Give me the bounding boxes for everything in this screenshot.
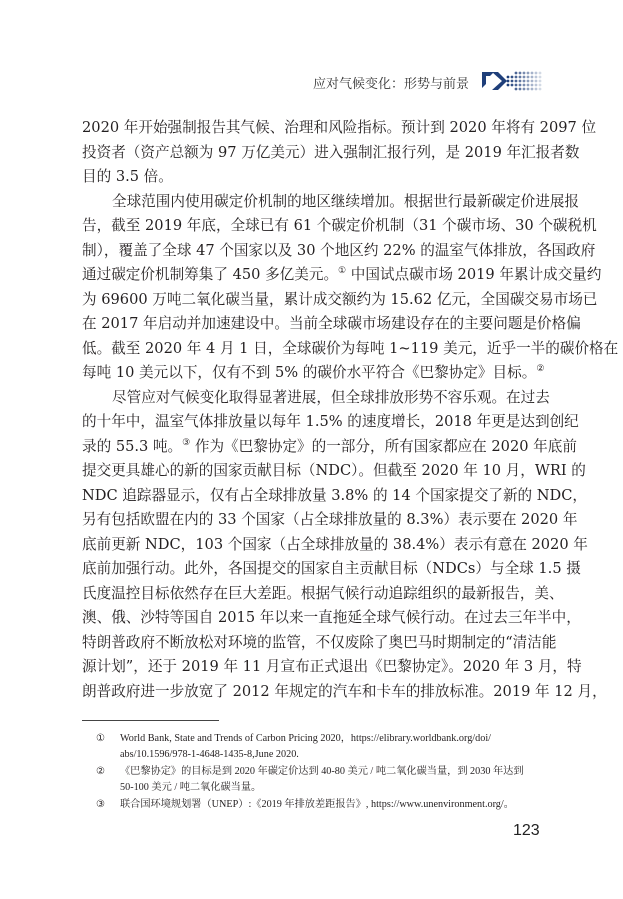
logo-dot bbox=[527, 88, 530, 91]
logo-dot bbox=[523, 72, 526, 75]
body-line bbox=[82, 533, 588, 558]
body-line bbox=[82, 484, 588, 509]
logo-dot bbox=[511, 84, 514, 87]
logo-dot bbox=[519, 80, 522, 83]
footnote-reference[interactable]: ① bbox=[338, 266, 347, 276]
footnote bbox=[96, 731, 542, 764]
logo-dot bbox=[539, 80, 542, 83]
logo-dot bbox=[511, 76, 514, 79]
logo-dot bbox=[531, 84, 534, 87]
footnote-reference[interactable]: ③ bbox=[182, 437, 191, 448]
footnote-text: 50-100 美元 / 吨二氧化碳当量。 bbox=[120, 782, 262, 794]
body-line bbox=[82, 337, 619, 362]
logo-dot bbox=[539, 72, 542, 75]
logo-dot bbox=[515, 72, 518, 75]
logo-dot bbox=[507, 76, 510, 79]
logo-dot bbox=[515, 76, 518, 79]
logo-dot bbox=[535, 88, 538, 91]
text-run: 录的 55.3 吨。 bbox=[82, 437, 183, 455]
footnote-text: World Bank, State and Trends of Carbon Pricing 2020，https://elibrary.worldbank.org/doi/ bbox=[120, 733, 491, 744]
body-line bbox=[82, 557, 581, 582]
body-line bbox=[82, 410, 579, 435]
running-header-title: 应对气候变化：形势与前景 bbox=[313, 77, 470, 92]
footnote-mark: ③ bbox=[96, 798, 106, 810]
footnote-text: 《巴黎协定》的目标是到 2020 年碳定价达到 40-80 美元 / 吨二氧化碳当量，到 2030 年达到 bbox=[120, 765, 524, 777]
logo-dot bbox=[535, 76, 538, 79]
body-line bbox=[82, 459, 586, 484]
footnote-mark: ① bbox=[96, 733, 106, 744]
body-line bbox=[82, 312, 581, 337]
logo-dot bbox=[515, 88, 518, 91]
body-line bbox=[82, 288, 598, 313]
footnote bbox=[96, 797, 542, 813]
logo-dot bbox=[539, 76, 542, 79]
logo-dot bbox=[539, 84, 542, 87]
body-line bbox=[82, 239, 596, 264]
footnote-mark: ② bbox=[96, 765, 106, 777]
body-line bbox=[82, 214, 597, 239]
text-run: 2020 年开始强制报告其气候、治理和风险指标。预计到 2020 年将有 2097 位 bbox=[82, 119, 597, 136]
logo-dot bbox=[523, 80, 526, 83]
logo-dot bbox=[539, 88, 542, 91]
text-run: NDC 追踪器显示，仅有占全球排放量 3.8% 的 14 个国家提交了新的 NDC， bbox=[82, 486, 588, 504]
body-text bbox=[82, 116, 619, 704]
body-line bbox=[82, 141, 580, 166]
text-run: 投资者（资产总额为 97 万亿美元）进入强制汇报行列，是 2019 年汇报者数 bbox=[82, 143, 580, 161]
text-run: 告，截至 2019 年底，全球已有 61 个碳定价机制（31 个碳市场、30 个碳税机 bbox=[82, 217, 597, 234]
body-line bbox=[82, 606, 581, 631]
text-run: 目的 3.5 倍。 bbox=[82, 168, 173, 185]
text-run: 底前加强行动。此外，各国提交的国家自主贡献目标（NDCs）与全球 1.5 摄 bbox=[82, 560, 581, 577]
text-run: 每吨 10 美元以下，仅有不到 5% 的碳价水平符合《巴黎协定》目标。 bbox=[82, 364, 537, 381]
logo-dot bbox=[519, 84, 522, 87]
body-line bbox=[82, 435, 577, 460]
logo-dot bbox=[515, 84, 518, 87]
text-run: 特朗普政府不断放松对环境的监管，不仅废除了奥巴马时期制定的“清洁能 bbox=[82, 633, 557, 651]
text-run: 为 69600 万吨二氧化碳当量，累计成交额约为 15.62 亿元，全国碳交易市场已 bbox=[82, 290, 598, 308]
text-run: 制），覆盖了全球 47 个国家以及 30 个地区约 22% 的温室气体排放，各国政府 bbox=[82, 241, 596, 259]
footnote-reference[interactable]: ② bbox=[536, 364, 545, 374]
logo-dot bbox=[527, 72, 530, 75]
footnote bbox=[96, 764, 542, 797]
body-line bbox=[82, 680, 607, 705]
arrow-dots-logo-icon bbox=[480, 68, 542, 94]
logo-dot bbox=[523, 76, 526, 79]
logo-dot bbox=[519, 88, 522, 91]
body-line bbox=[82, 582, 564, 607]
footnote-text: 联合国环境规划署（UNEP）:《2019 年排放差距报告》, https://www.unenvironment.org/。 bbox=[120, 798, 514, 810]
logo-dot bbox=[519, 72, 522, 75]
page-number: 123 bbox=[513, 822, 540, 839]
text-run: 全球范围内使用碳定价机制的地区继续增加。根据世行最新碳定价进展报 bbox=[112, 192, 580, 210]
logo-dot bbox=[531, 88, 534, 91]
logo-dot bbox=[515, 80, 518, 83]
footnote-text: abs/10.1596/978-1-4648-1435-8,June 2020. bbox=[120, 749, 299, 761]
logo-dot bbox=[527, 76, 530, 79]
logo-dot bbox=[535, 80, 538, 83]
logo-dot bbox=[531, 80, 534, 83]
text-run: 源计划”，还于 2019 年 11 月宣布正式退出《巴黎协定》。2020 年 3 月，特 bbox=[82, 658, 582, 675]
footnotes bbox=[96, 731, 542, 813]
logo-dot bbox=[531, 72, 534, 75]
text-run: 提交更具雄心的新的国家贡献目标（NDC）。但截至 2020 年 10 月，WRI 的 bbox=[82, 462, 586, 479]
text-run: 在 2017 年启动并加速建设中。当前全球碳市场建设存在的主要问题是价格偏 bbox=[82, 315, 581, 332]
logo-dot bbox=[519, 76, 522, 79]
body-line bbox=[82, 508, 578, 533]
footnote-divider bbox=[82, 720, 219, 721]
logo-dot bbox=[507, 84, 510, 87]
logo-dot bbox=[523, 84, 526, 87]
body-line bbox=[82, 165, 540, 190]
body-line bbox=[82, 263, 602, 288]
body-line bbox=[82, 116, 597, 141]
logo-dot bbox=[523, 88, 526, 91]
logo-dot bbox=[511, 80, 514, 83]
text-run: 另有包括欧盟在内的 33 个国家（占全球排放量的 8.3%）表示要在 2020 年 bbox=[82, 511, 578, 528]
logo-dot bbox=[527, 84, 530, 87]
running-header bbox=[305, 68, 545, 94]
text-run: 的十年中，温室气体排放量以每年 1.5% 的速度增长，2018 年更是达到创纪 bbox=[82, 413, 579, 430]
logo-dot bbox=[507, 80, 510, 83]
text-run: 通过碳定价机制筹集了 450 多亿美元。 bbox=[82, 266, 339, 283]
body-line bbox=[82, 655, 582, 680]
text-run: 澳、俄、沙特等国自 2015 年以来一直拖延全球气候行动。在过去三年半中， bbox=[82, 609, 581, 626]
text-run: 底前更新 NDC，103 个国家（占全球排放量的 38.4%）表示有意在 2020 年 bbox=[82, 535, 588, 553]
logo-dot bbox=[531, 76, 534, 79]
text-run: 低。截至 2020 年 4 月 1 日，全球碳价为每吨 1~119 美元，近乎一半的碳价格在 bbox=[82, 339, 619, 357]
text-run: 尽管应对气候变化取得显著进展，但全球排放形势不容乐观。在过去 bbox=[112, 388, 550, 406]
body-line bbox=[82, 361, 545, 386]
logo-dot bbox=[527, 80, 530, 83]
body-line bbox=[82, 631, 557, 656]
logo-dot bbox=[535, 84, 538, 87]
text-run: 中国试点碳市场 2019 年累计成交量约 bbox=[346, 266, 602, 283]
text-run: 朗普政府进一步放宽了 2012 年规定的汽车和卡车的排放标准。2019 年 12 月， bbox=[82, 682, 607, 700]
body-line bbox=[82, 386, 550, 411]
body-line bbox=[82, 190, 580, 215]
text-run: 作为《巴黎协定》的一部分，所有国家都应在 2020 年底前 bbox=[190, 437, 577, 455]
logo-dot bbox=[535, 72, 538, 75]
text-run: 氏度温控目标依然存在巨大差距。根据气候行动追踪组织的最新报告，美、 bbox=[82, 584, 564, 602]
